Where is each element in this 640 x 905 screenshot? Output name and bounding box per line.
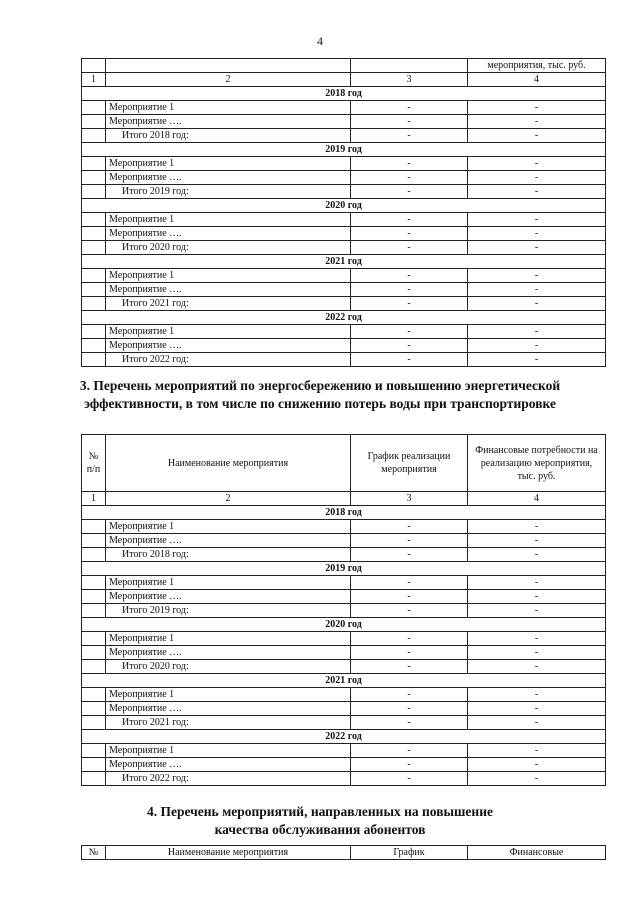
cell-schedule: - [351,227,468,241]
header-schedule: График [351,846,468,860]
cell-finance: - [468,115,606,129]
cell-name: Мероприятие …. [106,115,351,129]
cell-name: Мероприятие 1 [106,688,351,702]
cell-name: Итого 2020 год: [106,241,351,255]
total-row [82,353,606,367]
cell-schedule: - [351,660,468,674]
total-row [82,660,606,674]
cell-schedule: - [351,157,468,171]
cell-num [82,241,106,255]
cell-finance: - [468,576,606,590]
year-heading: 2020 год [82,199,606,213]
section-4-title: 4. Перечень мероприятий, направленных на повышение качества обслуживания абонентов [147,804,493,837]
cell-name: Итого 2018 год: [106,548,351,562]
cell-name: Итого 2022 год: [106,772,351,786]
cell-schedule: - [351,772,468,786]
cell-schedule: - [351,297,468,311]
cell-name: Итого 2018 год: [106,129,351,143]
cell-schedule: - [351,688,468,702]
cell-name: Мероприятие 1 [106,269,351,283]
cell-schedule: - [351,241,468,255]
cell-num [82,115,106,129]
cell-finance: - [468,227,606,241]
cell-num [82,646,106,660]
item-row [82,227,606,241]
cell-name: Мероприятие 1 [106,632,351,646]
year-row [82,87,606,101]
cell-finance: - [468,129,606,143]
cell-name: Мероприятие …. [106,702,351,716]
cell-schedule: - [351,716,468,730]
cell-schedule: - [351,269,468,283]
cell-finance: - [468,185,606,199]
cell-finance: - [468,716,606,730]
cell-name: Мероприятие …. [106,534,351,548]
cell-schedule: - [351,632,468,646]
cell-finance: - [468,772,606,786]
cell-schedule: - [351,520,468,534]
cell-num [82,744,106,758]
header-row [82,846,606,860]
total-row [82,185,606,199]
header-finance: Финансовые потребности на реализацию мероприятия, тыс. руб. [468,435,606,492]
total-row [82,241,606,255]
cell-num [82,227,106,241]
header-name: Наименование мероприятия [106,435,351,492]
year-row [82,255,606,269]
cell-name: Итого 2019 год: [106,185,351,199]
cell-finance: - [468,520,606,534]
cell-finance: - [468,632,606,646]
cell-schedule: - [351,353,468,367]
cell-num [82,660,106,674]
header-num: № [82,846,106,860]
item-row [82,171,606,185]
cell-num [82,283,106,297]
col-num-4: 4 [468,73,606,87]
year-row [82,143,606,157]
cell-schedule: - [351,744,468,758]
cell-finance: - [468,157,606,171]
table-section-4 [81,845,606,860]
header-schedule: График реализации мероприятия [351,435,468,492]
cell-name: Мероприятие …. [106,339,351,353]
cell-schedule: - [351,758,468,772]
cell-num [82,520,106,534]
year-row [82,730,606,744]
cell-finance: - [468,339,606,353]
year-row [82,311,606,325]
year-row [82,618,606,632]
cell-schedule: - [351,590,468,604]
cell-num [82,548,106,562]
cell-num [82,269,106,283]
year-heading: 2021 год [82,674,606,688]
cell-num [82,702,106,716]
col-num-4: 4 [468,492,606,506]
header-num: № п/п [82,435,106,492]
cell-finance: - [468,702,606,716]
cell-schedule: - [351,702,468,716]
col-num-2: 2 [106,73,351,87]
section-3-title: 3. Перечень мероприятий по энергосбережению и повышению энергетической эффективности, в том числе по снижению потерь воды при транспортировке [79,378,561,411]
year-heading: 2020 год [82,618,606,632]
cell-schedule: - [351,115,468,129]
cell-num [82,129,106,143]
cell-num [82,632,106,646]
item-row [82,213,606,227]
cell-name: Мероприятие …. [106,171,351,185]
cell-finance: - [468,101,606,115]
cell-schedule: - [351,283,468,297]
header-name: Наименование мероприятия [106,846,351,860]
cell-num [82,297,106,311]
cell-finance: - [468,297,606,311]
item-row [82,157,606,171]
cell-num [82,716,106,730]
cell-name: Мероприятие 1 [106,101,351,115]
year-row [82,506,606,520]
header-continuation-row [82,59,606,73]
cell-num [82,604,106,618]
cell-num [82,325,106,339]
cell-num [82,688,106,702]
column-numbers-row [82,492,606,506]
item-row [82,325,606,339]
cell-schedule: - [351,646,468,660]
year-heading: 2019 год [82,562,606,576]
item-row [82,632,606,646]
item-row [82,283,606,297]
total-row [82,772,606,786]
cell-num [82,576,106,590]
column-numbers-row [82,73,606,87]
total-row [82,604,606,618]
cell-name: Мероприятие 1 [106,520,351,534]
cell-name: Мероприятие 1 [106,213,351,227]
col-num-1: 1 [82,73,106,87]
cell-schedule: - [351,101,468,115]
year-heading: 2021 год [82,255,606,269]
cell-finance: - [468,325,606,339]
cell-schedule: - [351,171,468,185]
cell-num [82,353,106,367]
cell-finance: - [468,353,606,367]
header-row [82,435,606,492]
cell-finance: - [468,269,606,283]
item-row [82,101,606,115]
cell-schedule: - [351,129,468,143]
cell-schedule: - [351,604,468,618]
cell-name: Мероприятие …. [106,758,351,772]
cell-num [82,171,106,185]
cell-schedule: - [351,325,468,339]
col-num-2: 2 [106,492,351,506]
cell-schedule: - [351,576,468,590]
table-section-3 [81,434,606,786]
cell-num [82,157,106,171]
item-row [82,115,606,129]
cell-name: Итого 2022 год: [106,353,351,367]
cell-finance: - [468,283,606,297]
cell-finance: - [468,744,606,758]
item-row [82,590,606,604]
item-row [82,269,606,283]
item-row [82,688,606,702]
item-row [82,702,606,716]
col-num-1: 1 [82,492,106,506]
cell-num [82,590,106,604]
item-row [82,646,606,660]
cell-name: Итого 2020 год: [106,660,351,674]
cell-name: Итого 2021 год: [106,297,351,311]
cell-schedule: - [351,534,468,548]
cell-name: Мероприятие 1 [106,744,351,758]
header-finance: Финансовые [468,846,606,860]
cell-name: Мероприятие 1 [106,576,351,590]
cell-schedule: - [351,213,468,227]
cell-name: Мероприятие …. [106,227,351,241]
page-number: 4 [317,34,323,48]
header-finance-tail: мероприятия, тыс. руб. [468,59,606,73]
cell-finance: - [468,241,606,255]
year-row [82,199,606,213]
cell-name: Итого 2021 год: [106,716,351,730]
cell-schedule: - [351,548,468,562]
item-row [82,758,606,772]
total-row [82,548,606,562]
cell-num [82,758,106,772]
year-row [82,674,606,688]
cell-num [82,339,106,353]
item-row [82,534,606,548]
total-row [82,129,606,143]
cell-finance: - [468,660,606,674]
cell-num [82,772,106,786]
cell-num [82,101,106,115]
item-row [82,744,606,758]
cell-finance: - [468,688,606,702]
year-heading: 2022 год [82,730,606,744]
cell-name: Мероприятие …. [106,646,351,660]
cell-num [82,185,106,199]
cell-name: Мероприятие …. [106,590,351,604]
item-row [82,576,606,590]
cell-finance: - [468,534,606,548]
cell-finance: - [468,590,606,604]
cell-schedule: - [351,339,468,353]
year-heading: 2018 год [82,506,606,520]
cell-finance: - [468,548,606,562]
year-heading: 2018 год [82,87,606,101]
cell-finance: - [468,604,606,618]
cell-name: Мероприятие …. [106,283,351,297]
item-row [82,520,606,534]
cell-num [82,534,106,548]
item-row [82,339,606,353]
year-heading: 2019 год [82,143,606,157]
cell-finance: - [468,171,606,185]
col-num-3: 3 [351,73,468,87]
cell-schedule: - [351,185,468,199]
cell-finance: - [468,213,606,227]
year-heading: 2022 год [82,311,606,325]
total-row [82,716,606,730]
table-section-2-continued [81,58,606,367]
cell-name: Мероприятие 1 [106,325,351,339]
cell-name: Итого 2019 год: [106,604,351,618]
cell-name: Мероприятие 1 [106,157,351,171]
total-row [82,297,606,311]
year-row [82,562,606,576]
cell-finance: - [468,758,606,772]
cell-finance: - [468,646,606,660]
col-num-3: 3 [351,492,468,506]
cell-num [82,213,106,227]
